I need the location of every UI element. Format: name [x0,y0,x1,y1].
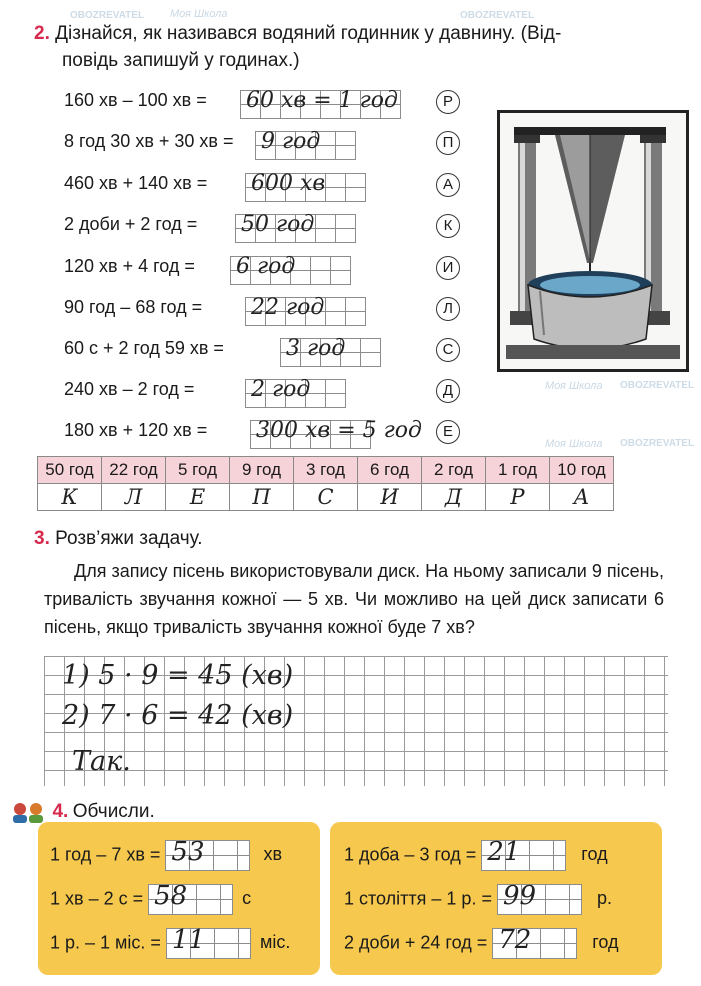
task4-right-panel [330,822,662,975]
table-cell: 2 год [422,457,486,484]
task4-number: 4. [52,801,69,822]
task3-problem-text [44,557,664,641]
equation-expression: 160 хв – 100 хв = [64,90,207,110]
letter-circle: Л [436,297,460,321]
calc-expression: 1 год – 7 хв = [50,844,161,865]
table-letter-cell[interactable]: П [230,484,294,511]
answer-field[interactable] [255,131,356,160]
equation-row [0,416,500,450]
watermark-school: Моя Школа [545,438,603,450]
calc-expression: 1 доба – 3 год = [344,844,477,865]
equation-expression: 60 с + 2 год 59 хв = [64,338,224,358]
letter-circle: И [436,256,460,280]
task2-title-line2: повідь запишуй у годинах.) [62,50,300,71]
equation-expression: 8 год 30 хв + 30 хв = [64,131,234,151]
table-letter-cell[interactable]: И [358,484,422,511]
equation-row [0,252,500,286]
letter-circle: Р [436,90,460,114]
solution-line-2: 2) 7 · 6 = 42 (хв) [62,700,294,731]
handwritten-answer: 3 год [286,336,346,361]
answer-field[interactable] [148,881,233,915]
calc-unit: год [592,932,619,953]
calc-unit: р. [597,888,613,909]
equation-row [0,169,500,203]
handwritten-answer: 6 год [236,254,296,279]
task4-left-panel [38,822,320,975]
letter-circle: Д [436,379,460,403]
answer-field[interactable] [245,379,346,408]
handwritten-answer: 9 год [261,129,321,154]
equation-row [0,375,500,409]
table-cell: 1 год [486,457,550,484]
letter-circle: К [436,214,460,238]
task2-equations [0,86,500,446]
task2-title [34,20,674,74]
watermark-site: OBOZREVATEL [620,438,695,449]
table-cell: 10 год [550,457,614,484]
watermark-site: OBOZREVATEL [70,10,145,21]
table-letter-cell[interactable]: Е [166,484,230,511]
handwritten-answer: 58 [154,881,188,911]
solution-grid[interactable] [44,656,668,786]
equation-expression: 2 доби + 2 год = [64,214,198,234]
calc-unit: хв [263,844,282,865]
answer-table [37,456,614,511]
equation-expression: 460 хв + 140 хв = [64,173,208,193]
table-cell: 9 год [230,457,294,484]
people-icon [8,801,48,825]
solution-line-3: Так. [72,746,131,777]
table-cell: 22 год [102,457,166,484]
calc-unit: с [242,888,252,909]
task3-title [34,525,203,552]
table-cell: 6 год [358,457,422,484]
letter-circle: С [436,338,460,362]
calc-expression: 1 р. – 1 міс. = [50,932,161,953]
letter-circle: П [436,131,460,155]
answer-field[interactable] [250,418,422,449]
table-letter-cell[interactable]: Р [486,484,550,511]
equation-expression: 90 год – 68 год = [64,297,203,317]
answer-field[interactable] [497,881,582,915]
table-cell: 3 год [294,457,358,484]
watermark-site: OBOZREVATEL [620,380,695,391]
problem-text: Для запису пісень використовували диск. На ньому записали 9 пісень, тривалість звучання кожної — 5 хв. Чи можливо на цей диск записати 6 пісень, якщо тривалість звучання кожної буде 7 хв? [44,561,664,637]
equation-row [0,210,500,244]
task2-title-line1: Дізнайся, як називався водяний годинник у давнину. (Від- [55,23,562,44]
watermark-site: OBOZREVATEL [460,10,535,21]
equation-row [0,293,500,327]
calc-row [50,837,282,874]
calc-expression: 2 доби + 24 год = [344,932,488,953]
water-clock-icon [500,113,686,369]
answer-field[interactable] [481,837,566,871]
answer-field[interactable] [280,338,381,367]
calc-row [344,837,608,874]
answer-field[interactable] [245,297,366,326]
answer-field[interactable] [166,925,251,959]
handwritten-answer: 21 [487,837,521,867]
calc-row [344,881,613,918]
equation-expression: 240 хв – 2 год = [64,379,195,399]
handwritten-answer: 300 хв = 5 год [256,418,422,443]
answer-field[interactable] [245,173,366,202]
solution-line-1: 1) 5 · 9 = 45 (хв) [62,660,294,691]
handwritten-answer: 50 год [241,212,315,237]
calc-expression: 1 століття – 1 р. = [344,888,492,909]
table-cell: 50 год [38,457,102,484]
handwritten-answer: 2 год [251,377,311,402]
calc-row [50,881,252,918]
task3-number: 3. [34,528,50,549]
letter-circle: А [436,173,460,197]
handwritten-answer: 22 год [251,295,325,320]
calc-unit: міс. [259,932,291,953]
answer-table-letter-row [38,484,614,511]
handwritten-answer: 72 [498,925,532,955]
task2-number: 2. [34,23,50,44]
answer-table-header-row [38,457,614,484]
watermark-school: Моя Школа [170,8,228,20]
answer-field[interactable] [230,256,351,285]
handwritten-answer: 60 хв = 1 год [246,88,398,113]
answer-field[interactable] [235,214,356,243]
task3-title-text: Розв’яжи задачу. [55,528,203,549]
task4-header [8,798,155,825]
equation-expression: 180 хв + 120 хв = [64,420,208,440]
handwritten-answer: 11 [171,925,206,955]
table-cell: 5 год [166,457,230,484]
table-letter-cell[interactable]: К [38,484,102,511]
equation-row [0,127,500,161]
equation-row [0,334,500,368]
task4-title: Обчисли. [72,801,155,822]
equation-expression: 120 хв + 4 год = [64,256,195,276]
watermark-school: Моя Школа [545,380,603,392]
equation-row [0,86,500,120]
answer-field[interactable] [492,925,577,959]
table-letter-cell[interactable]: С [294,484,358,511]
letter-circle: Е [436,420,460,444]
calc-expression: 1 хв – 2 с = [50,888,144,909]
answer-field[interactable] [240,90,401,119]
handwritten-answer: 53 [171,837,205,867]
calc-unit: год [581,844,608,865]
calc-row [50,925,291,962]
calc-row [344,925,619,962]
water-clock-illustration [497,110,689,372]
table-letter-cell[interactable]: Л [102,484,166,511]
answer-field[interactable] [165,837,250,871]
handwritten-answer: 99 [502,881,537,911]
handwritten-answer: 600 хв [251,171,326,196]
table-letter-cell[interactable]: Д [422,484,486,511]
table-letter-cell[interactable]: А [550,484,614,511]
